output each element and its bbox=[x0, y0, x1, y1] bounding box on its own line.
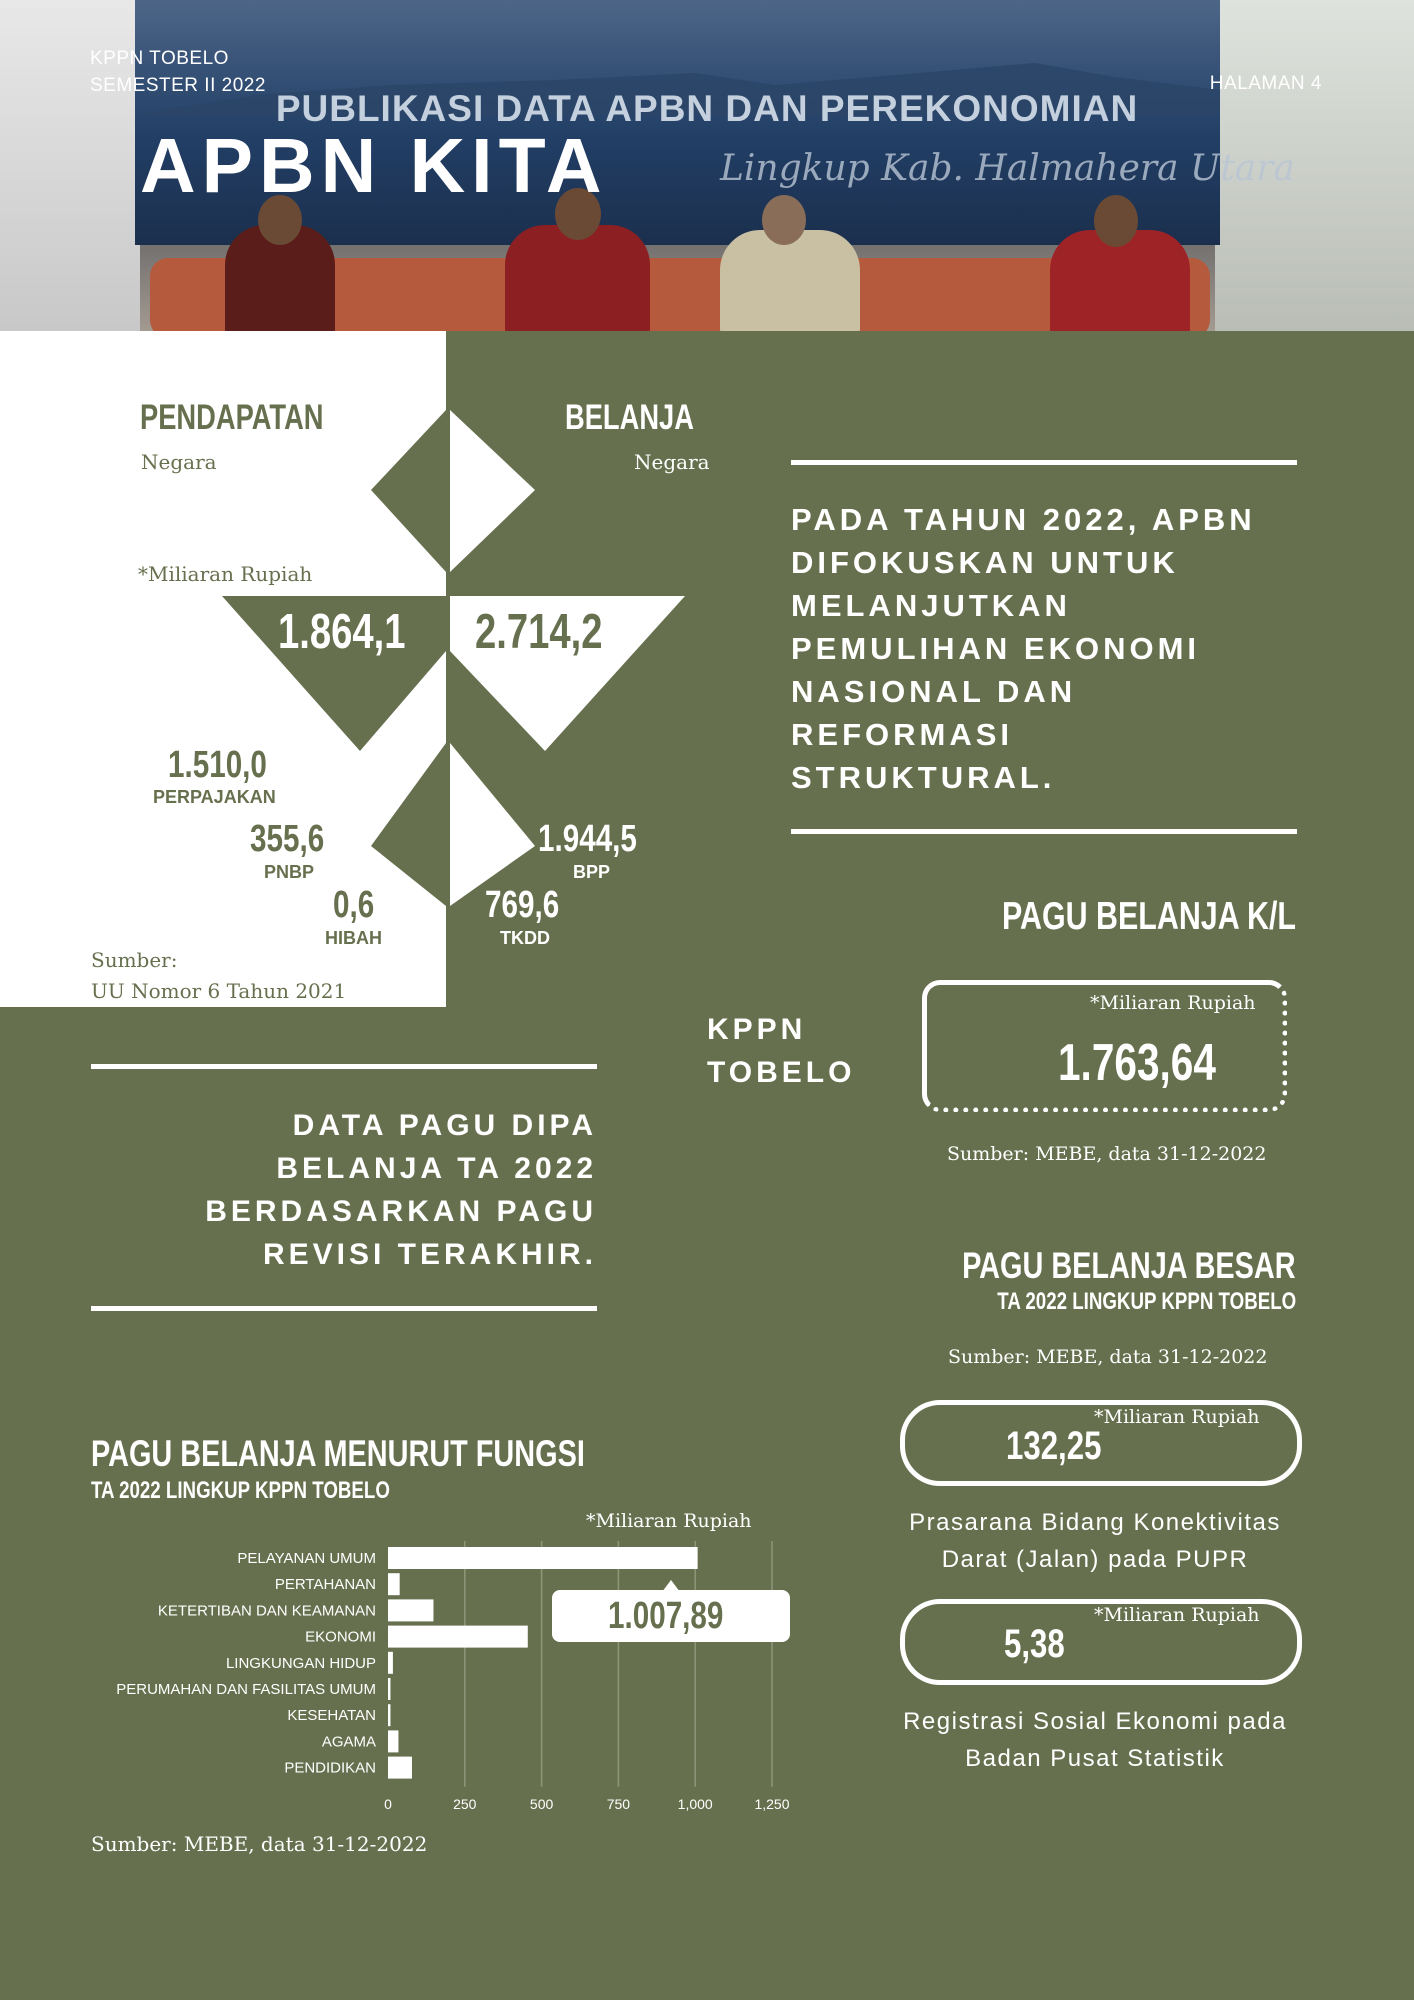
person-3 bbox=[720, 230, 860, 331]
banner-subtitle: Lingkup Kab. Halmahera Utara bbox=[720, 148, 1295, 189]
pagu-kl-office bbox=[707, 1008, 855, 1094]
tkdd-value: 769,6 bbox=[485, 884, 560, 926]
office-line: TOBELO bbox=[707, 1056, 856, 1089]
dipa-line: BELANJA TA 2022 bbox=[276, 1152, 597, 1185]
category-label: PENDIDIKAN bbox=[284, 1759, 376, 1777]
dipa-text bbox=[91, 1104, 597, 1276]
belanja-besar-source: Sumber: MEBE, data 31-12-2022 bbox=[948, 1346, 1268, 1368]
belanja-title: BELANJA bbox=[565, 398, 694, 437]
focus-line: PEMULIHAN EKONOMI bbox=[791, 631, 1200, 666]
category-label: AGAMA bbox=[321, 1733, 376, 1751]
item-description bbox=[860, 1703, 1330, 1777]
fungsi-title: PAGU BELANJA MENURUT FUNGSI bbox=[91, 1433, 585, 1474]
x-tick-label: 750 bbox=[606, 1795, 631, 1812]
bar bbox=[388, 1757, 412, 1779]
belanja-besar-subtitle: TA 2022 LINGKUP KPPN TOBELO bbox=[997, 1288, 1296, 1315]
x-tick-label: 250 bbox=[453, 1795, 477, 1812]
apbn-source bbox=[91, 945, 346, 1007]
divider bbox=[791, 460, 1297, 465]
bar bbox=[388, 1730, 398, 1752]
semester-label: SEMESTER II 2022 bbox=[90, 75, 266, 96]
banner-title: PUBLIKASI DATA APBN DAN PEREKONOMIAN bbox=[275, 88, 1139, 129]
pagu-kl-unit: *Miliaran Rupiah bbox=[1090, 992, 1256, 1014]
source-text: UU Nomor 6 Tahun 2021 bbox=[91, 979, 347, 1003]
focus-line: PADA TAHUN 2022, APBN bbox=[791, 502, 1256, 537]
x-tick-label: 1,000 bbox=[677, 1795, 713, 1812]
bar bbox=[388, 1678, 390, 1700]
pendapatan-subtitle: Negara bbox=[141, 450, 217, 474]
focus-line: REFORMASI bbox=[791, 717, 1013, 752]
category-label: KETERTIBAN DAN KEAMANAN bbox=[157, 1602, 376, 1620]
belanja-total: 2.714,2 bbox=[475, 605, 603, 659]
bpp-value: 1.944,5 bbox=[538, 818, 637, 860]
bpp-label: BPP bbox=[573, 862, 611, 882]
fungsi-bar-chart bbox=[0, 1535, 800, 1815]
desc-line: Badan Pusat Statistik bbox=[965, 1745, 1225, 1772]
unit-label: *Miliaran Rupiah bbox=[138, 562, 313, 586]
focus-line: DIFOKUSKAN UNTUK bbox=[791, 545, 1179, 580]
pagu-kl-title: PAGU BELANJA K/L bbox=[1001, 895, 1296, 938]
perpajakan-value: 1.510,0 bbox=[168, 744, 267, 786]
divider bbox=[91, 1306, 597, 1311]
desc-line: Registrasi Sosial Ekonomi pada bbox=[903, 1708, 1287, 1735]
office-name: KPPN TOBELO bbox=[90, 48, 229, 69]
tkdd-label: TKDD bbox=[500, 928, 550, 948]
pendapatan-total: 1.864,1 bbox=[278, 605, 406, 659]
pnbp-label: PNBP bbox=[264, 862, 315, 882]
category-label: PERUMAHAN DAN FASILITAS UMUM bbox=[116, 1681, 376, 1698]
fungsi-subtitle: TA 2022 LINGKUP KPPN TOBELO bbox=[91, 1477, 390, 1504]
page-number: HALAMAN 4 bbox=[1209, 73, 1322, 94]
dipa-line: REVISI TERAKHIR. bbox=[262, 1238, 597, 1271]
dipa-line: DATA PAGU DIPA bbox=[292, 1109, 597, 1142]
page-title: APBN KITA bbox=[140, 123, 608, 209]
bar bbox=[388, 1704, 390, 1726]
pagu-kl-source: Sumber: MEBE, data 31-12-2022 bbox=[947, 1143, 1267, 1165]
person-2 bbox=[505, 225, 650, 331]
person-4-head bbox=[1094, 195, 1138, 247]
category-label: LINGKUNGAN HIDUP bbox=[225, 1654, 376, 1672]
item-description bbox=[860, 1504, 1330, 1578]
x-tick-label: 1,250 bbox=[754, 1795, 790, 1812]
category-label: PERTAHANAN bbox=[274, 1576, 376, 1594]
perpajakan-label: PERPAJAKAN bbox=[153, 787, 276, 807]
divider bbox=[791, 829, 1297, 834]
dipa-line: BERDASARKAN PAGU bbox=[205, 1195, 597, 1228]
item-unit: *Miliaran Rupiah bbox=[1094, 1406, 1260, 1428]
bar bbox=[388, 1652, 393, 1674]
focus-line: NASIONAL DAN bbox=[791, 674, 1077, 709]
pendapatan-title: PENDAPATAN bbox=[140, 398, 324, 437]
x-tick-label: 500 bbox=[529, 1795, 554, 1812]
office-line: KPPN bbox=[707, 1013, 807, 1046]
office-label bbox=[90, 45, 266, 99]
item-value: 5,38 bbox=[1004, 1622, 1065, 1666]
divider bbox=[91, 1064, 597, 1069]
category-label: EKONOMI bbox=[305, 1628, 376, 1646]
focus-line: STRUKTURAL. bbox=[791, 760, 1056, 795]
pnbp-value: 355,6 bbox=[250, 818, 325, 860]
fungsi-source: Sumber: MEBE, data 31-12-2022 bbox=[91, 1832, 428, 1856]
source-label: Sumber: bbox=[91, 948, 178, 972]
person-3-head bbox=[762, 195, 806, 245]
desc-line: Prasarana Bidang Konektivitas bbox=[909, 1509, 1281, 1536]
pagu-kl-value: 1.763,64 bbox=[1058, 1034, 1216, 1092]
bar bbox=[388, 1547, 698, 1569]
category-label: KESEHATAN bbox=[287, 1707, 376, 1725]
bar bbox=[388, 1599, 433, 1621]
bar bbox=[388, 1573, 400, 1595]
item-unit: *Miliaran Rupiah bbox=[1094, 1604, 1260, 1626]
x-tick-label: 0 bbox=[384, 1795, 392, 1812]
item-value: 132,25 bbox=[1006, 1424, 1102, 1468]
desc-line: Darat (Jalan) pada PUPR bbox=[941, 1546, 1249, 1573]
focus-line: MELANJUTKAN bbox=[791, 588, 1071, 623]
hibah-value: 0,6 bbox=[333, 884, 375, 926]
belanja-subtitle: Negara bbox=[634, 450, 710, 474]
belanja-besar-title: PAGU BELANJA BESAR bbox=[962, 1245, 1296, 1286]
bar bbox=[388, 1626, 528, 1648]
fungsi-unit: *Miliaran Rupiah bbox=[586, 1510, 752, 1532]
focus-text bbox=[791, 498, 1256, 799]
callout-value: 1.007,89 bbox=[608, 1595, 724, 1637]
hibah-label: HIBAH bbox=[325, 928, 382, 948]
category-label: PELAYANAN UMUM bbox=[237, 1550, 376, 1567]
